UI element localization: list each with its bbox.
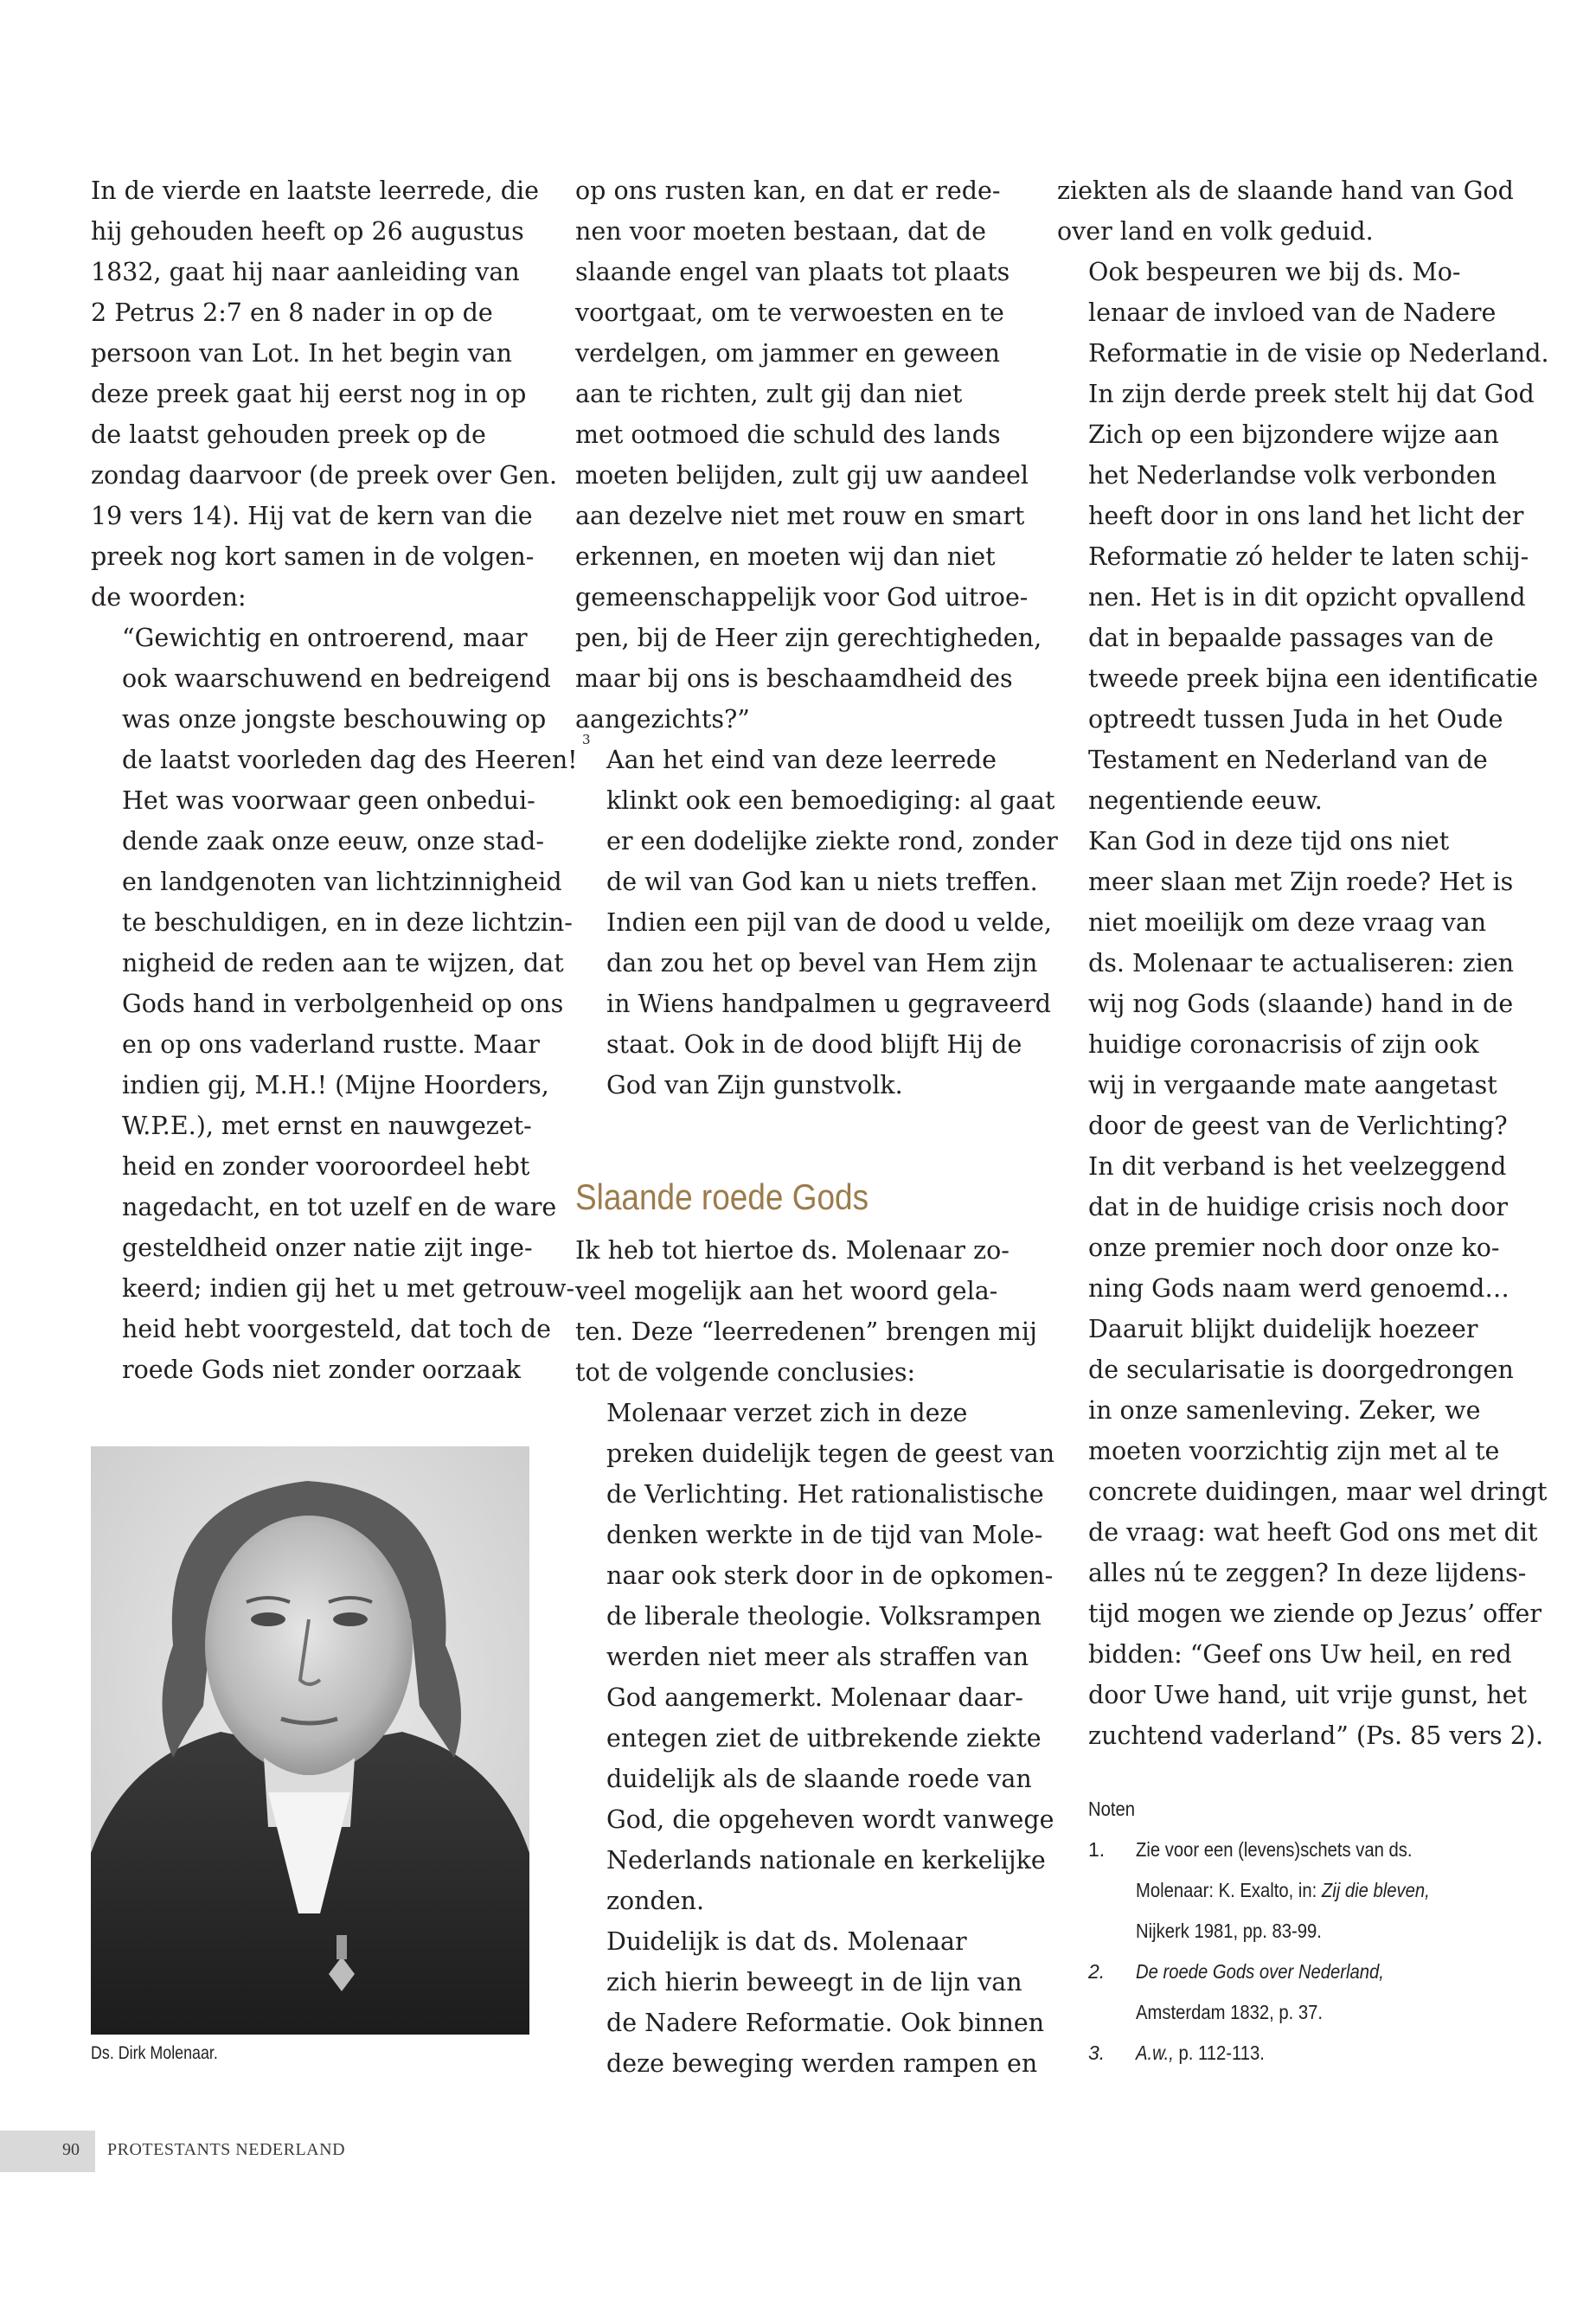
text-line: Reformatie in de visie op Nederland. [1088, 339, 1549, 368]
paragraph [575, 1393, 1055, 1921]
portrait-image [91, 1446, 529, 2035]
text-line: God, die opgeheven wordt vanwege [606, 1805, 1054, 1834]
text-line: naar ook sterk door in de opkomen- [606, 1561, 1054, 1590]
text-line: heid en zonder vooroordeel hebt [122, 1152, 530, 1181]
text-line: de vraag: wat heeft God ons met dit [1088, 1518, 1538, 1547]
footer-bar [0, 2131, 95, 2172]
text-line: zonden. [606, 1887, 705, 1915]
text-line: met ootmoed die schuld des lands [575, 420, 1001, 449]
text-line: ds. Molenaar te actualiseren: zien [1088, 949, 1515, 977]
text-line: denken werkte in de tijd van Mole- [606, 1521, 1043, 1549]
text-line: aangezichts?” [575, 705, 750, 734]
footnote-text: Amsterdam 1832, p. 37. [1136, 2001, 1324, 2023]
text-line: nigheid de reden aan te wijzen, dat [122, 949, 564, 977]
text-line: dan zou het op bevel van Hem zijn [606, 949, 1038, 977]
text-line: concrete duidingen, maar wel dringt [1088, 1477, 1548, 1506]
text-line: 1832, gaat hij naar aanleiding van [91, 258, 520, 286]
text-line: tijd mogen we ziende op Jezus’ offer [1088, 1599, 1542, 1628]
text-line: Ook bespeuren we bij ds. Mo- [1088, 258, 1461, 286]
text-line: In zijn derde preek stelt hij dat God [1088, 380, 1535, 408]
text-line: was onze jongste beschouwing op [122, 705, 547, 734]
text-line: en landgenoten van lichtzinnigheid [122, 868, 562, 896]
text-line: de laatst voorleden dag des Heeren! [122, 746, 578, 774]
text-line: dat in de huidige crisis noch door [1088, 1193, 1509, 1221]
text-line: zondag daarvoor (de preek over Gen. [91, 461, 558, 490]
text-line: Testament en Nederland van de [1088, 746, 1488, 774]
quote-continuation: op ons rusten kan, en dat er rede- nen voor moeten bestaan, dat de slaande engel van plaats tot plaats voortgaat, om te verwoesten en te verdelgen, om jammer en geween aan te richten, zult gij dan niet met ootmoed die schuld des lands moeten belijden, zult gij uw aandeel aan dezelve niet met rouw en smart erkennen, en moeten wij dan niet gemeenschappelijk voor God uitroe- pen, bij de Heer zijn gerechtigheden, maar bij ons is beschaamdheid des aangezichts?” 3 [575, 170, 1025, 740]
text-line: nagedacht, en tot uzelf en de ware [122, 1193, 557, 1221]
text-line: gesteldheid onzer natie zijt inge- [122, 1234, 533, 1262]
text-line: de liberale theologie. Volksrampen [606, 1602, 1042, 1631]
footnote-text: A.w., p. 112-113. [1136, 2041, 1265, 2064]
text-line: klinkt ook een bemoediging: al gaat [606, 786, 1055, 815]
text-line: zuchtend vaderland” (Ps. 85 vers 2). [1088, 1721, 1544, 1750]
text-line: hij gehouden heeft op 26 augustus [91, 217, 524, 246]
text-line: Reformatie zó helder te laten schij- [1088, 542, 1529, 571]
text-line: Indien een pijl van de dood u velde, [606, 908, 1052, 937]
paragraph [1057, 821, 1548, 1756]
text-line: Zich op een bijzondere wijze aan [1088, 420, 1499, 449]
footnote-number: 2. [1088, 1960, 1106, 1983]
column-3 [1057, 170, 1549, 1756]
text-line: niet moeilijk om deze vraag van [1088, 908, 1487, 937]
text-line: ziekten als de slaande hand van God [1057, 176, 1514, 205]
text-line: maar bij ons is beschaamdheid des [575, 664, 1013, 693]
footnote-2 [1088, 1952, 1521, 2033]
text-line: het Nederlandse volk verbonden [1088, 461, 1497, 490]
text-line: ten. Deze “leerredenen” brengen mij [575, 1317, 1037, 1346]
text-line: Gods hand in verbolgenheid op ons [122, 990, 564, 1018]
text-line: staat. Ook in de dood blijft Hij de [606, 1030, 1022, 1059]
text-line: de laatst gehouden preek op de [91, 420, 486, 449]
text-line: entegen ziet de uitbrekende ziekte [606, 1724, 1042, 1753]
paragraph [1057, 252, 1549, 821]
text-line: in onze samenleving. Zeker, we [1088, 1396, 1481, 1425]
quote-paragraph [91, 618, 578, 1390]
text-line: aan dezelve niet met rouw en smart [575, 502, 1025, 530]
paragraph [575, 1921, 1045, 2084]
text-line: moeten belijden, zult gij uw aandeel [575, 461, 1029, 490]
text-line: Het was voorwaar geen onbedui- [122, 786, 535, 815]
text-line: Aan het eind van deze leerrede [606, 746, 997, 774]
text-line: God aangemerkt. Molenaar daar- [606, 1683, 1023, 1712]
footnote-text: Nijkerk 1981, pp. 83-99. [1136, 1920, 1322, 1942]
footnote-3 [1088, 2033, 1521, 2073]
text-line: voortgaat, om te verwoesten en te [575, 298, 1004, 327]
text-line: “Gewichtig en ontroerend, maar [122, 624, 528, 652]
text-line: door de geest van de Verlichting? [1088, 1112, 1508, 1140]
text-line: W.P.E.), met ernst en nauwgezet- [122, 1112, 532, 1140]
text-line: heeft door in ons land het licht der [1088, 502, 1524, 530]
text-line: nen. Het is in dit opzicht opvallend [1088, 583, 1526, 612]
text-line: op ons rusten kan, en dat er rede- [575, 176, 1001, 205]
text-line: roede Gods niet zonder oorzaak [122, 1356, 522, 1384]
text-line: deze preek gaat hij eerst nog in op [91, 380, 527, 408]
text-line: de woorden: [91, 583, 247, 612]
text-line: preek nog kort samen in de volgen- [91, 542, 535, 571]
journal-name: PROTESTANTS NEDERLAND [107, 2140, 346, 2159]
text-line: de Verlichting. Het rationalistische [606, 1480, 1044, 1509]
text-line: 19 vers 14). Hij vat de kern van die [91, 502, 533, 530]
text-line: persoon van Lot. In het begin van [91, 339, 512, 368]
text-line: wij nog Gods (slaande) hand in de [1088, 990, 1514, 1018]
text-line: Daaruit blijkt duidelijk hoezeer [1088, 1315, 1478, 1343]
text-line: bidden: “Geef ons Uw heil, en red [1088, 1640, 1512, 1669]
page-number: 90 [62, 2140, 80, 2159]
footnote-text: De roede Gods over Nederland, [1136, 1960, 1384, 1983]
text-line: optreedt tussen Juda in het Oude [1088, 705, 1503, 734]
text-line: Kan God in deze tijd ons niet [1088, 827, 1450, 856]
column-1 [91, 170, 578, 1390]
footnotes [1088, 1789, 1521, 2073]
text-line: ook waarschuwend en bedreigend [122, 664, 551, 693]
image-caption: Ds. Dirk Molenaar. [91, 2043, 218, 2063]
text-line: de wil van God kan u niets treffen. [606, 868, 1038, 896]
text-line: In dit verband is het veelzeggend [1088, 1152, 1507, 1181]
text-line: door Uwe hand, uit vrije gunst, het [1088, 1681, 1528, 1709]
text-line: over land en volk geduid. [1057, 217, 1374, 246]
text-line: zich hierin beweegt in de lijn van [606, 1968, 1022, 1997]
text-line: de Nadere Reformatie. Ook binnen [606, 2009, 1045, 2037]
text-line: onze premier noch door onze ko- [1088, 1234, 1500, 1262]
text-line: preken duidelijk tegen de geest van [606, 1439, 1055, 1468]
text-line: tot de volgende conclusies: [575, 1358, 916, 1387]
text-line: lenaar de invloed van de Nadere [1088, 298, 1497, 327]
column-2 [575, 170, 1058, 2084]
text-line: Nederlands nationale en kerkelijke [606, 1846, 1046, 1875]
text-line: 2 Petrus 2:7 en 8 nader in op de [91, 298, 493, 327]
footnote-number: 1. [1088, 1838, 1106, 1861]
text-line: wij in vergaande mate aangetast [1088, 1071, 1497, 1099]
text-line: dende zaak onze eeuw, onze stad- [122, 827, 545, 856]
footnote-text: Molenaar: K. Exalto, in: Zij die bleven, [1136, 1879, 1430, 1901]
paragraph [575, 1230, 1037, 1393]
text-line: nen voor moeten bestaan, dat de [575, 217, 987, 246]
text-line: en op ons vaderland rustte. Maar [122, 1030, 540, 1059]
footnote-1 [1088, 1830, 1521, 1952]
text-line: slaande engel van plaats tot plaats [575, 258, 1010, 286]
text-line: tweede preek bijna een identificatie [1088, 664, 1538, 693]
text-line: aan te richten, zult gij dan niet [575, 380, 963, 408]
text-line: pen, bij de Heer zijn gerechtigheden, [575, 624, 1042, 652]
text-line: verdelgen, om jammer en geween [575, 339, 1000, 368]
text-line: dat in bepaalde passages van de [1088, 624, 1494, 652]
text-line: erkennen, en moeten wij dan niet [575, 542, 996, 571]
footnote-text: Zie voor een (levens)schets van ds. [1136, 1838, 1413, 1861]
text-line: in Wiens handpalmen u gegraveerd [606, 990, 1052, 1018]
text-line: veel mogelijk aan het woord gela- [575, 1277, 998, 1305]
text-line: Ik heb tot hiertoe ds. Molenaar zo- [575, 1236, 1010, 1265]
text-line: gemeenschappelijk voor God uitroe- [575, 583, 1029, 612]
text-line: alles nú te zeggen? In deze lijdens- [1088, 1559, 1527, 1587]
text-line: ning Gods naam werd genoemd… [1088, 1274, 1509, 1303]
paragraph [575, 740, 1058, 1106]
text-line: Duidelijk is dat ds. Molenaar [606, 1927, 967, 1956]
text-line: keerd; indien gij het u met getrouw- [122, 1274, 575, 1303]
text-line: te beschuldigen, en in deze lichtzin- [122, 908, 573, 937]
text-line: deze beweging werden rampen en [606, 2049, 1038, 2078]
paragraph [91, 170, 558, 618]
section-heading: Slaande roede Gods [575, 1176, 869, 1217]
text-line: huidige coronacrisis of zijn ook [1088, 1030, 1479, 1059]
text-line: In de vierde en laatste leerrede, die [91, 176, 539, 205]
text-line: Molenaar verzet zich in deze [606, 1399, 968, 1427]
text-line: meer slaan met Zijn roede? Het is [1088, 868, 1514, 896]
text-line: heid hebt voorgesteld, dat toch de [122, 1315, 552, 1343]
text-line: negentiende eeuw. [1088, 786, 1323, 815]
text-line: werden niet meer als straffen van [606, 1643, 1029, 1671]
text-line: er een dodelijke ziekte rond, zonder [606, 827, 1058, 856]
footnote-number: 3. [1088, 2041, 1106, 2064]
paragraph [1057, 170, 1516, 252]
text-line: indien gij, M.H.! (Mijne Hoorders, [122, 1071, 549, 1099]
text-line: God van Zijn gunstvolk. [606, 1071, 903, 1099]
text-line: duidelijk als de slaande roede van [606, 1765, 1032, 1793]
text-line: moeten voorzichtig zijn met al te [1088, 1437, 1500, 1465]
notes-title: Noten [1088, 1798, 1136, 1820]
text-line: de secularisatie is doorgedrongen [1088, 1356, 1514, 1384]
